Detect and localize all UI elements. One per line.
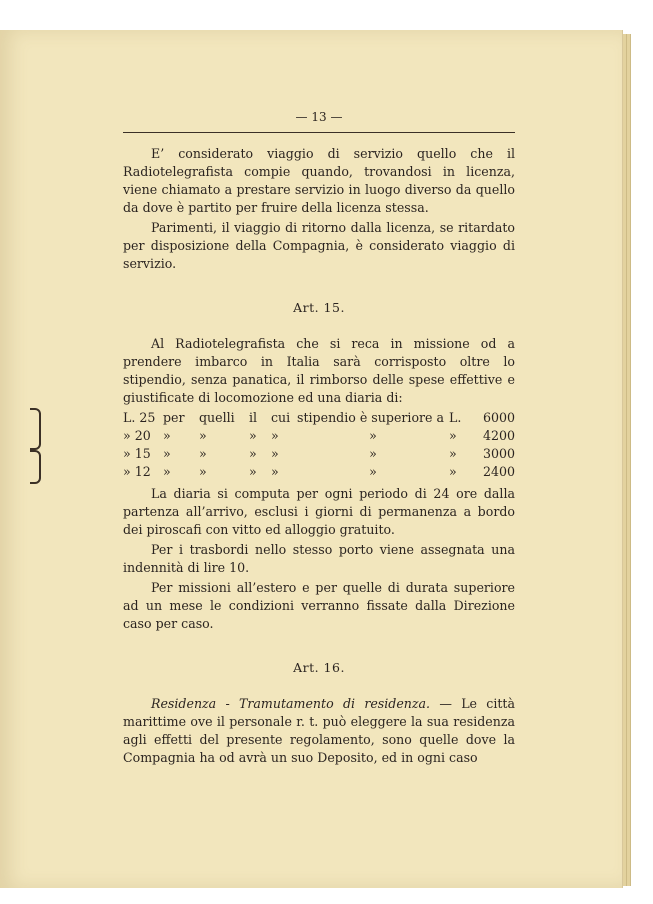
table-cell: 6000: [482, 410, 515, 425]
page-number: — 13 —: [295, 110, 343, 124]
article-prefix: Art.: [293, 660, 320, 675]
table-cell: »: [199, 428, 207, 443]
article-prefix: Art.: [293, 300, 320, 315]
table-cell: »: [271, 464, 279, 479]
table-row: [123, 409, 515, 427]
table-cell: »: [163, 428, 171, 443]
paragraph: La diaria si computa per ogni periodo di 24 ore dalla partenza all’arrivo, esclusi i giorni di permanenza a bordo dei piroscafi con vitto ed alloggio gratuito.: [123, 486, 515, 537]
table-cell: »: [449, 464, 457, 479]
paragraph: Per i trasbordi nello stesso porto viene assegnata una indennità di lire 10.: [123, 542, 515, 575]
table-row: [123, 463, 515, 481]
table-cell: »: [369, 428, 377, 443]
paragraph: Parimenti, il viaggio di ritorno dalla licenza, se ritardato per disposizione della Compagnia, è considerato viaggio di servizio.: [123, 220, 515, 271]
table-cell: »: [449, 428, 457, 443]
table-cell: L.: [449, 410, 462, 425]
article-number: 15.: [323, 300, 345, 315]
section-title: Residenza - Tramutamento di residenza.: [151, 696, 431, 711]
table-cell: »: [199, 446, 207, 461]
article-heading: [123, 659, 515, 677]
paragraph: Al Radiotelegrafista che si reca in missione od a prendere imbarco in Italia sarà corrisposto oltre lo stipendio, senza panatica, il rimborso delle spese effettive e giustificate di locomozione ed una diaria di:: [123, 336, 515, 405]
table-cell: »: [271, 428, 279, 443]
table-cell: »: [369, 464, 377, 479]
table-cell: » 20: [123, 428, 151, 443]
table-cell: »: [249, 446, 257, 461]
table-cell: » 12: [123, 464, 151, 479]
page-edge: [627, 34, 631, 886]
paragraph: E’ considerato viaggio di servizio quello che il Radiotelegrafista compie quando, trovandosi in licenza, viene chiamato a prestare servizio in luogo diverso da quello da dove è partito per fruire della licenza stessa.: [123, 146, 515, 215]
table-row: [123, 427, 515, 445]
table-cell: »: [163, 464, 171, 479]
paragraph: [123, 695, 515, 767]
table-cell: »: [199, 464, 207, 479]
table-cell: L. 25: [123, 410, 156, 425]
table-cell: cui: [271, 410, 291, 425]
table-cell: per: [163, 410, 185, 425]
table-cell: 4200: [482, 428, 515, 443]
paragraph: Per missioni all’estero e per quelle di durata superiore ad un mese le condizioni verranno fissate dalla Direzione caso per caso.: [123, 580, 515, 631]
table-cell: » 15: [123, 446, 151, 461]
table-cell: »: [249, 464, 257, 479]
page-content: [123, 108, 515, 769]
table-cell: »: [271, 446, 279, 461]
header-rule: [123, 132, 515, 133]
rates-table: [123, 409, 515, 481]
table-cell: stipendio è superiore a: [297, 410, 445, 425]
table-cell: »: [163, 446, 171, 461]
table-row: [123, 445, 515, 463]
binding-stitch: [30, 450, 41, 484]
table-cell: »: [449, 446, 457, 461]
table-cell: quelli: [199, 410, 235, 425]
binding-stitch: [30, 408, 41, 450]
table-cell: 2400: [482, 464, 515, 479]
article-heading: [123, 299, 515, 317]
table-cell: »: [249, 428, 257, 443]
paragraph-text: — Le città marittime ove il personale r. t. può eleggere la sua residenza agli effetti del presente regolamento, sono quelle dove la Compagnia ha od avrà un suo Deposito, ed in ogni caso: [123, 696, 515, 765]
article-number: 16.: [323, 660, 345, 675]
table-cell: »: [369, 446, 377, 461]
table-cell: il: [249, 410, 258, 425]
table-cell: 3000: [482, 446, 515, 461]
